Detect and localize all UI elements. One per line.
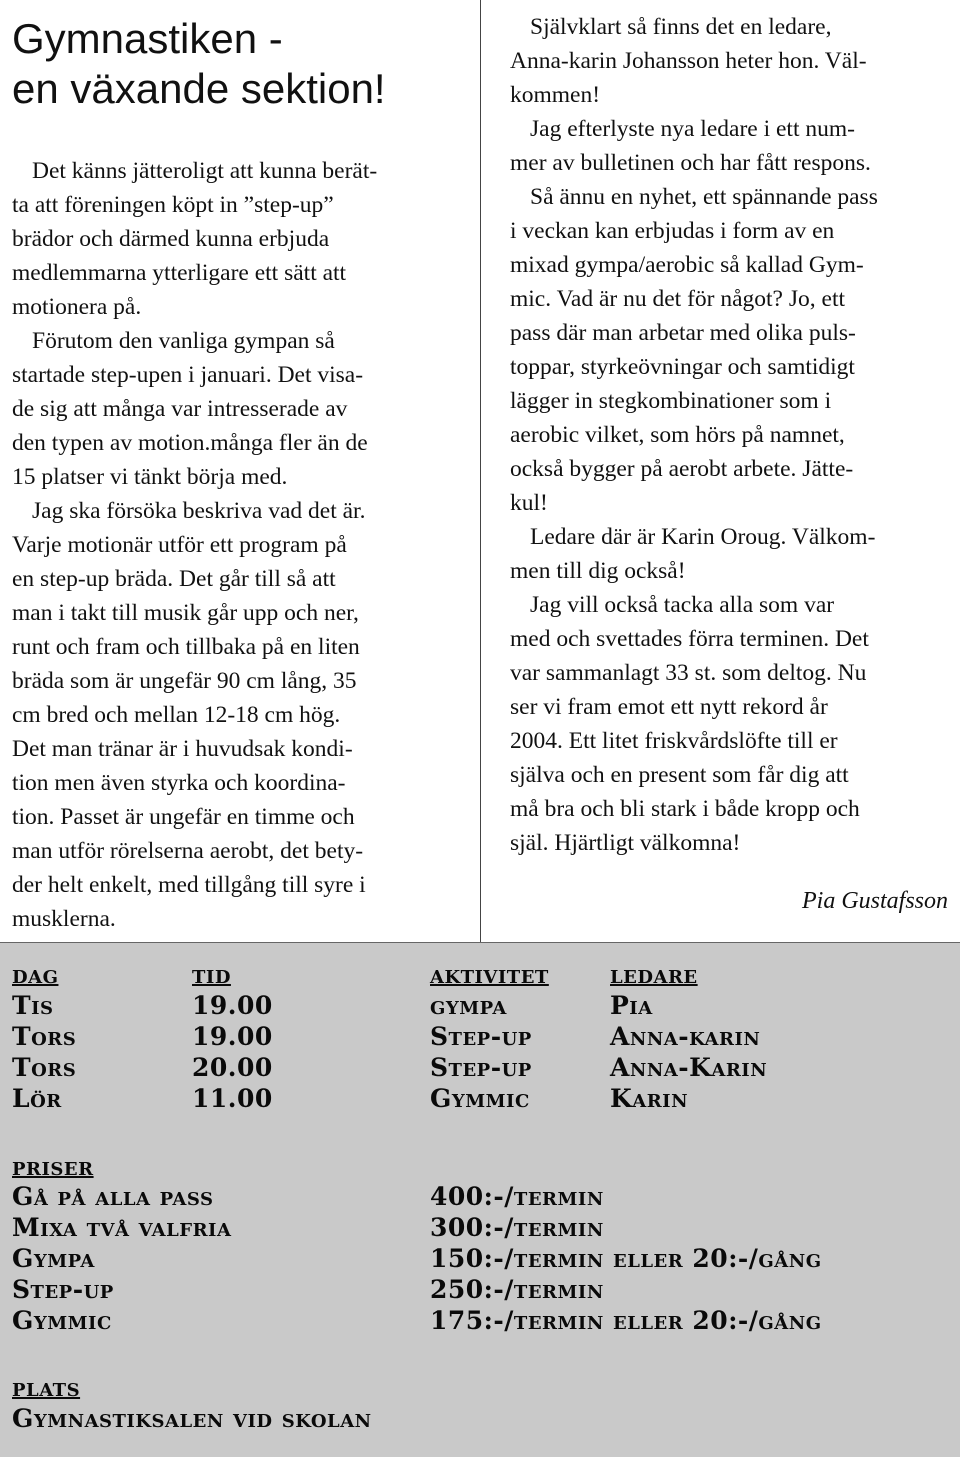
text-line: i veckan kan erbjudas i form av en xyxy=(510,218,835,244)
text-line: Självklart så finns det en ledare, xyxy=(530,14,832,40)
header-aktivitet: aktivitet xyxy=(430,960,549,989)
text-line: startade step-upen i januari. Det visa- xyxy=(12,362,364,388)
price-option: Mixa två valfria xyxy=(12,1213,232,1242)
price-value: 175:-/termin eller 20:-/gång xyxy=(430,1306,822,1335)
text-line: Jag vill också tacka alla som var xyxy=(530,592,835,618)
price-value: 250:-/termin xyxy=(430,1275,604,1304)
price-value: 150:-/termin eller 20:-/gång xyxy=(430,1244,822,1273)
column-divider xyxy=(480,0,481,942)
author-signature: Pia Gustafsson xyxy=(801,888,948,914)
schedule-time: 19.00 xyxy=(192,1022,273,1051)
text-line: mic. Vad är nu det för något? Jo, ett xyxy=(510,286,846,312)
schedule-time: 11.00 xyxy=(192,1084,273,1113)
text-line: bräda som är ungefär 90 cm lång, 35 xyxy=(12,668,357,694)
schedule-row xyxy=(0,990,960,1021)
text-line: en step-up bräda. Det går till så att xyxy=(12,566,336,592)
schedule-day: Tis xyxy=(12,991,54,1020)
schedule-time: 20.00 xyxy=(192,1053,273,1082)
text-line: 2004. Ett litet friskvårdslöfte till er xyxy=(510,728,838,754)
schedule-leader: Pia xyxy=(610,991,653,1020)
text-line: der helt enkelt, med tillgång till syre i xyxy=(12,872,366,898)
schedule-leader: Anna-Karin xyxy=(610,1053,768,1082)
text-line: Jag ska försöka beskriva vad det är. xyxy=(32,498,366,524)
text-line: må bra och bli stark i både kropp och xyxy=(510,796,860,822)
schedule-day: Tors xyxy=(12,1053,77,1082)
text-line: lägger in stegkombinationer som i xyxy=(510,388,832,414)
schedule-activity: gympa xyxy=(430,991,507,1020)
text-line: Så ännu en nyhet, ett spännande pass xyxy=(530,184,878,210)
text-line: mer av bulletinen och har fått respons. xyxy=(510,150,871,176)
text-line: motionera på. xyxy=(12,294,142,320)
schedule-day: Lör xyxy=(12,1084,62,1113)
title-line-1: Gymnastiken - xyxy=(12,15,283,62)
text-line: man i takt till musik går upp och ner, xyxy=(12,600,359,626)
price-option: Gå på alla pass xyxy=(12,1182,214,1211)
price-option: Gympa xyxy=(12,1244,95,1273)
text-line: själ. Hjärtligt välkomna! xyxy=(510,830,741,856)
schedule-box xyxy=(0,942,960,1457)
text-line: var sammanlagt 33 st. som deltog. Nu xyxy=(510,660,867,686)
text-line: runt och fram och tillbaka på en liten xyxy=(12,634,360,660)
price-value: 300:-/termin xyxy=(430,1213,604,1242)
text-line: med och svettades förra terminen. Det xyxy=(510,626,869,652)
schedule-time: 19.00 xyxy=(192,991,273,1020)
right-column xyxy=(510,10,950,860)
text-line: ta att föreningen köpt in ”step-up” xyxy=(12,192,334,218)
text-line: musklerna. xyxy=(12,906,116,932)
price-value: 400:-/termin xyxy=(430,1182,604,1211)
text-line: själva och en present som får dig att xyxy=(510,762,849,788)
text-line: pass där man arbetar med olika puls- xyxy=(510,320,856,346)
price-row xyxy=(0,1212,960,1243)
text-line: man utför rörelserna aerobt, det bety- xyxy=(12,838,364,864)
price-row xyxy=(0,1305,960,1336)
title-line-2: en växande sektion! xyxy=(12,65,386,112)
text-line: ser vi fram emot ett nytt rekord år xyxy=(510,694,828,720)
price-row xyxy=(0,1181,960,1212)
schedule-row xyxy=(0,1052,960,1083)
text-line: 15 platser vi tänkt börja med. xyxy=(12,464,288,490)
prices-title: priser xyxy=(12,1152,94,1181)
schedule-activity: Step-up xyxy=(430,1053,532,1082)
left-column xyxy=(12,154,460,936)
text-line: kommen! xyxy=(510,82,601,108)
text-line: Varje motionär utför ett program på xyxy=(12,532,347,558)
text-line: Anna-karin Johansson heter hon. Väl- xyxy=(510,48,867,74)
location-value: Gymnastiksalen vid skolan xyxy=(12,1404,372,1433)
schedule-row xyxy=(0,1083,960,1114)
price-option: Gymmic xyxy=(12,1306,112,1335)
text-line: brädor och därmed kunna erbjuda xyxy=(12,226,330,252)
text-line: Jag efterlyste nya ledare i ett num- xyxy=(530,116,855,142)
text-line: också bygger på aerobt arbete. Jätte- xyxy=(510,456,854,482)
header-tid: tid xyxy=(192,960,231,989)
article-title xyxy=(12,14,472,114)
text-line: Det känns jätteroligt att kunna berät- xyxy=(32,158,378,184)
header-dag: dag xyxy=(12,960,59,989)
schedule-header-row xyxy=(0,959,960,990)
price-option: Step-up xyxy=(12,1275,114,1304)
schedule-row xyxy=(0,1021,960,1052)
text-line: mixad gympa/aerobic så kallad Gym- xyxy=(510,252,864,278)
text-line: tion men även styrka och koordina- xyxy=(12,770,346,796)
text-line: cm bred och mellan 12-18 cm hög. xyxy=(12,702,341,728)
text-line: men till dig också! xyxy=(510,558,686,584)
text-line: kul! xyxy=(510,490,548,516)
schedule-activity: Step-up xyxy=(430,1022,532,1051)
text-line: medlemmarna ytterligare ett sätt att xyxy=(12,260,347,286)
text-line: Det man tränar är i huvudsak kondi- xyxy=(12,736,353,762)
schedule-day: Tors xyxy=(12,1022,77,1051)
schedule-activity: Gymmic xyxy=(430,1084,530,1113)
text-line: toppar, styrkeövningar och samtidigt xyxy=(510,354,855,380)
text-line: Förutom den vanliga gympan så xyxy=(32,328,335,354)
text-line: tion. Passet är ungefär en timme och xyxy=(12,804,355,830)
text-line: aerobic vilket, som hörs på namnet, xyxy=(510,422,845,448)
price-row xyxy=(0,1274,960,1305)
text-line: Ledare där är Karin Oroug. Välkom- xyxy=(530,524,876,550)
schedule-leader: Anna-karin xyxy=(610,1022,761,1051)
location-title: plats xyxy=(12,1373,81,1402)
text-line: den typen av motion.många fler än de xyxy=(12,430,368,456)
text-line: de sig att många var intresserade av xyxy=(12,396,348,422)
schedule-leader: Karin xyxy=(610,1084,689,1113)
price-row xyxy=(0,1243,960,1274)
header-ledare: ledare xyxy=(610,960,698,989)
